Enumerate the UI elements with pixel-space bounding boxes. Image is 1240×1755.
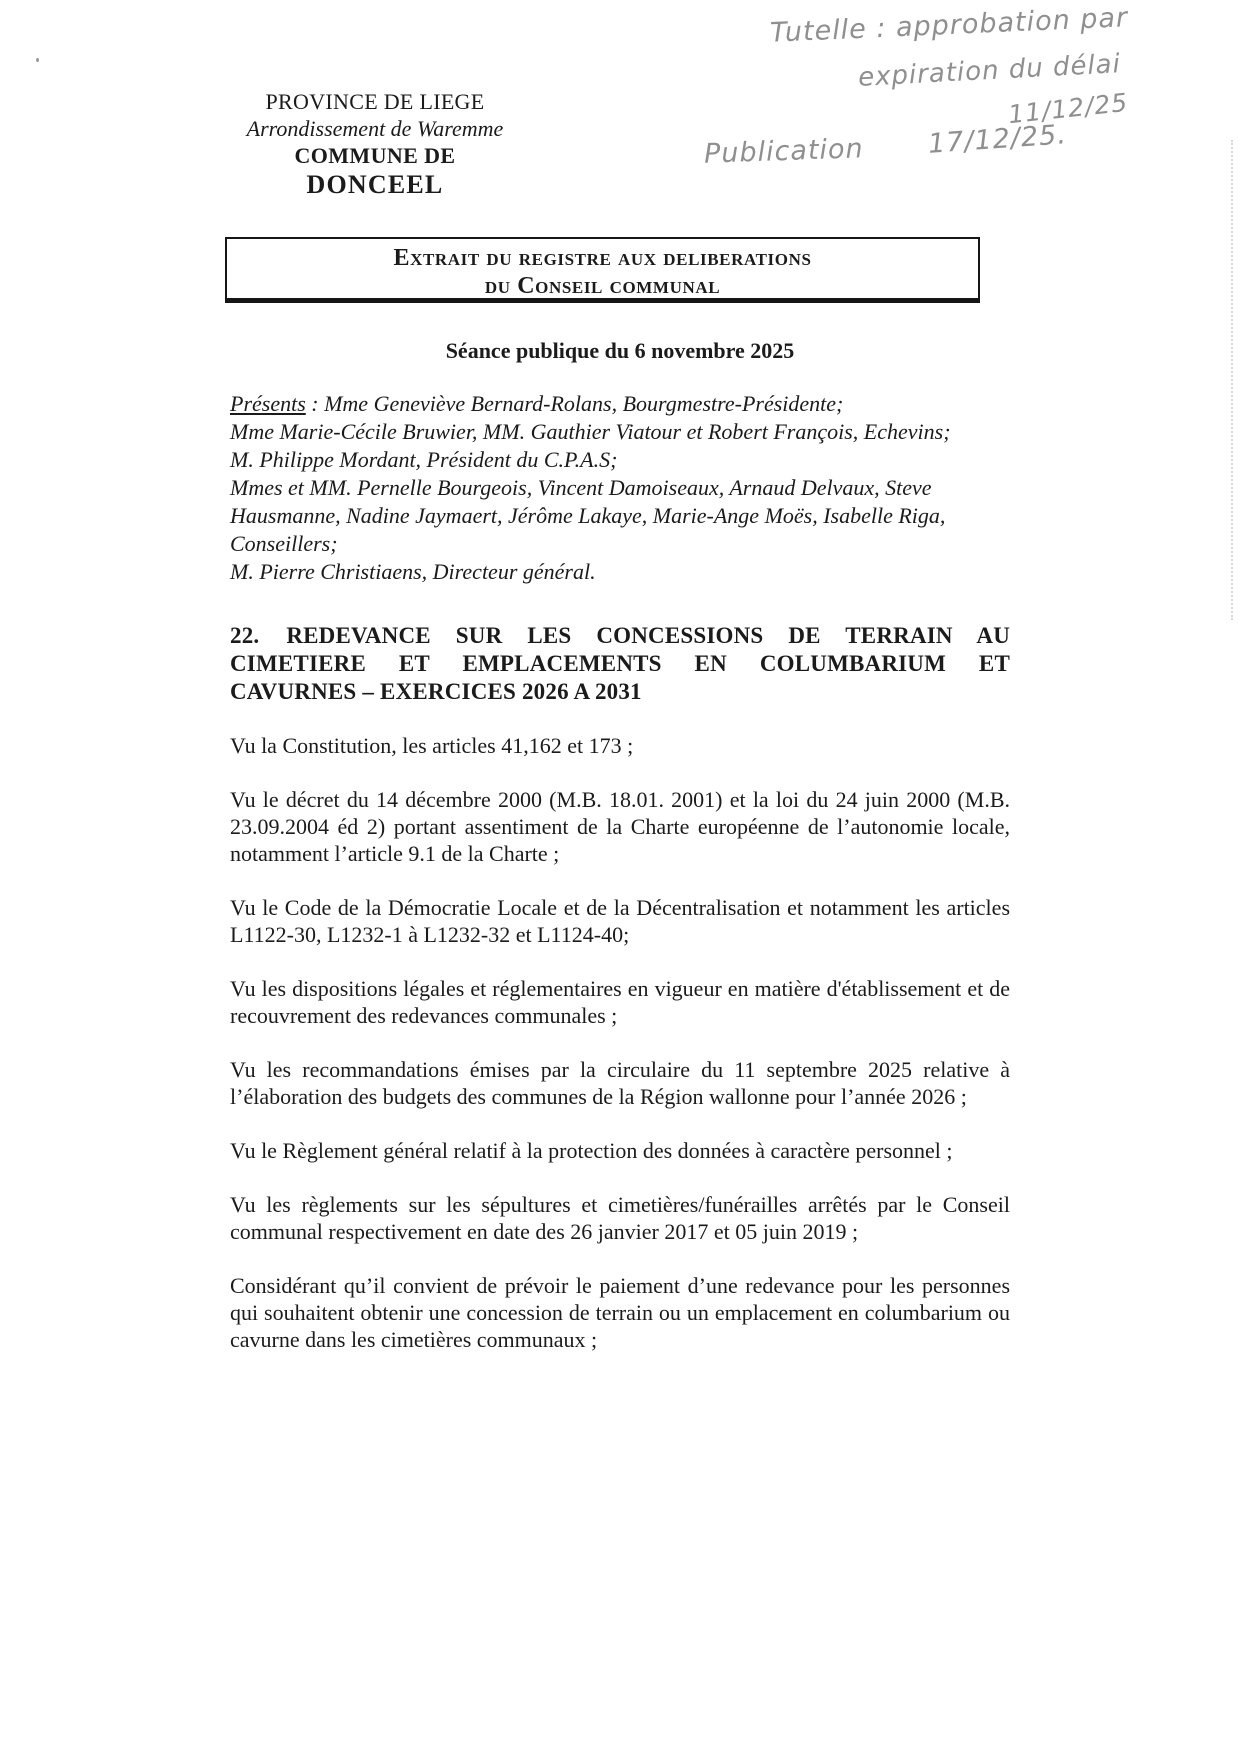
paragraph-rgpd: Vu le Règlement général relatif à la protection des données à caractère personnel ; (230, 1138, 953, 1163)
document-body (230, 338, 1010, 1380)
handwritten-publication-label: Publication (703, 133, 865, 170)
register-title-line1: Extrait du registre aux deliberations (393, 245, 812, 271)
letterhead-commune-prefix: COMMUNE DE (294, 143, 456, 168)
paragraph-dispositions-legales: Vu les dispositions légales et réglementaires en vigueur en matière d'établissement et de recouvrement des redevances communales ; (230, 976, 1010, 1028)
session-title: Séance publique du 6 novembre 2025 (445, 338, 795, 363)
attendees-line-1 (230, 390, 1010, 418)
handwritten-tutelle-line1: Tutelle : approbation par (769, 2, 1129, 49)
handwritten-publication-date: 17/12/25. (927, 119, 1068, 160)
agenda-item-number: 22. (230, 623, 260, 648)
attendees-line-1-rest: : Mme Geneviève Bernard-Rolans, Bourgmestre-Présidente; (305, 391, 844, 416)
handwritten-tutelle-line2: expiration du délai (857, 49, 1122, 93)
paragraph-code-democratie: Vu le Code de la Démocratie Locale et de la Décentralisation et notamment les articles L1122-30, L1232-1 à L1232-32 et L1124-40; (230, 895, 1010, 947)
letterhead (230, 88, 520, 198)
register-title-box (225, 237, 980, 303)
paragraph-circulaire-budgets: Vu les recommandations émises par la circulaire du 11 septembre 2025 relative à l’élaboration des budgets des communes de la Région wallonne pour l’année 2026 ; (230, 1057, 1010, 1109)
scan-speck (36, 58, 39, 62)
letterhead-commune-name: DONCEEL (306, 170, 444, 199)
attendees-line-5: M. Pierre Christiaens, Directeur général. (230, 559, 596, 584)
agenda-heading-line-3: CAVURNES – EXERCICES 2026 A 2031 (230, 679, 642, 704)
attendees-label: Présents (230, 391, 306, 416)
paragraph-constitution: Vu la Constitution, les articles 41,162 et 173 ; (230, 733, 634, 758)
register-title-line2: du Conseil communal (484, 273, 721, 299)
attendees-line-3: M. Philippe Mordant, Président du C.P.A.S; (230, 447, 618, 472)
handwritten-tutelle-date: 11/12/25 (1006, 87, 1130, 130)
paragraph-decret-charte: Vu le décret du 14 décembre 2000 (M.B. 18.01. 2001) et la loi du 24 juin 2000 (M.B. 23.09.2004 éd 2) portant assentiment de la Charte européenne de l’autonomie locale, notamment l’article 9.1 de la Charte ; (230, 787, 1010, 866)
agenda-item-heading (230, 622, 1010, 706)
paragraph-reglements-sepultures: Vu les règlements sur les sépultures et cimetières/funérailles arrêtés par le Conseil communal respectivement en date des 26 janvier 2017 et 05 juin 2019 ; (230, 1192, 1010, 1244)
scan-edge-artifact (1231, 140, 1233, 620)
attendees-line-4: Mmes et MM. Pernelle Bourgeois, Vincent Damoiseaux, Arnaud Delvaux, Steve Hausmanne, Nadine Jaymaert, Jérôme Lakaye, Marie-Ange Moës, Isabelle Riga, Conseillers; (230, 475, 946, 556)
agenda-heading-line-2: CIMETIERE ET EMPLACEMENTS EN COLUMBARIUM ET (230, 651, 1010, 676)
agenda-title-line-1: REDEVANCE SUR LES CONCESSIONS DE TERRAIN AU (286, 623, 1011, 648)
letterhead-province: PROVINCE DE LIEGE (265, 89, 485, 114)
attendees-paragraph (230, 390, 1010, 586)
agenda-heading-line-1 (230, 622, 1010, 650)
attendees-line-2: Mme Marie-Cécile Bruwier, MM. Gauthier Viatour et Robert François, Echevins; (230, 419, 951, 444)
paragraph-considerant-redevance: Considérant qu’il convient de prévoir le paiement d’une redevance pour les personnes qui souhaitent obtenir une concession de terrain ou un emplacement en columbarium ou cavurne dans les cimetières communaux ; (230, 1273, 1010, 1352)
letterhead-arrondissement: Arrondissement de Waremme (246, 116, 504, 141)
